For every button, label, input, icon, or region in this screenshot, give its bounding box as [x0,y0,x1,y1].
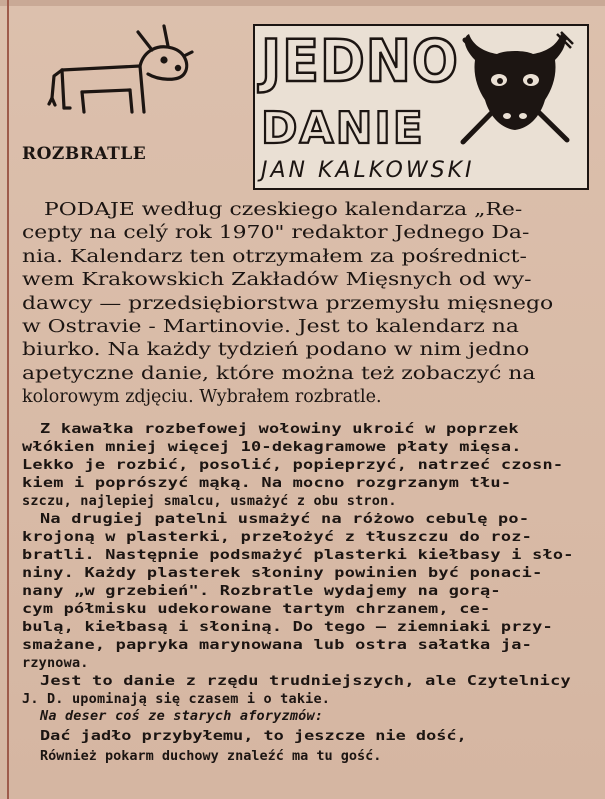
text-line: Na drugiej patelni usmażyć na różowo cebulę po- [40,511,530,527]
text-line: cepty na celý rok 1970" redaktor Jednego Da- [22,223,530,244]
text-line: Jest to danie z rzędu trudniejszych, ale Czytelnicy [40,673,571,689]
text-line: w Ostravie - Martinovie. Jest to kalendarz na [22,317,519,337]
text-line: rzynowa. [22,655,89,671]
text-line: Również pokarm duchowy znaleźć ma tu gość. [40,748,382,764]
text-line: PODAJE według czeskiego kalendarza „Re- [44,200,523,220]
text-line: dawcy — przedsiębiorstwa przemysłu mięsnego [22,293,554,314]
column-title-line2: DANIE [261,103,425,154]
top-band [0,0,605,6]
text-line: bratli. Następnie podsmażyć plasterki kiełbasy i sło- [22,547,574,563]
text-line: Lekko je rozbić, posolić, popieprzyć, natrzeć czosn- [22,457,564,473]
bull-head-with-knife-fork-icon [445,30,585,150]
left-margin-rule [7,0,9,799]
text-line: J. D. upominają się czasem i o takie. [22,691,331,707]
text-line: kolorowym zdjęciu. Wybrałem rozbratle. [22,387,382,408]
cow-icon [40,20,200,125]
text-line: wem Krakowskich Zakładów Mięsnych od wy- [22,270,532,291]
text-line: bulą, kiełbasą i słoniną. Do tego — ziemniaki przy- [22,619,553,635]
text-line: niny. Każdy plasterek słoniny powinien być ponaci- [22,565,543,581]
text-line: włókien mniej więcej 10-dekagramowe płaty mięsa. [22,439,522,455]
column-header [253,24,589,190]
text-line: Z kawałka rozbefowej wołowiny ukroić w poprzek [40,421,519,437]
aphorism-intro: Na deser coś ze starych aforyzmów: [40,708,324,724]
text-line: biurko. Na każdy tydzień podano w nim jedno [22,340,530,361]
author-name: JAN KALKOWSKI [261,158,475,183]
text-line: szczu, najlepiej smalcu, usmażyć z obu stron. [22,493,397,509]
text-line: kiem i poprószyć mąką. Na mocno rozgrzanym tłu- [22,475,512,491]
text-line: nia. Kalendarz ten otrzymałem za pośrednict- [22,246,527,267]
text-line: nany „w grzebień". Rozbratle wydajemy na gorą- [22,583,501,599]
text-line: cym półmisku udekorowane tartym chrzanem, ce- [22,601,491,617]
column-title-line1: JEDNO [261,26,459,95]
text-line: smażane, papryka marynowana lub ostra sałatka ja- [22,637,533,653]
text-line: apetyczne danie, które można też zobaczyć na [22,363,536,384]
dish-title: ROZBRATLE [22,144,147,164]
text-line: Dać jadło przybyłemu, to jeszcze nie dość, [40,728,467,744]
text-line: krojoną w plasterki, przełożyć z tłuszczu do roz- [22,529,533,545]
